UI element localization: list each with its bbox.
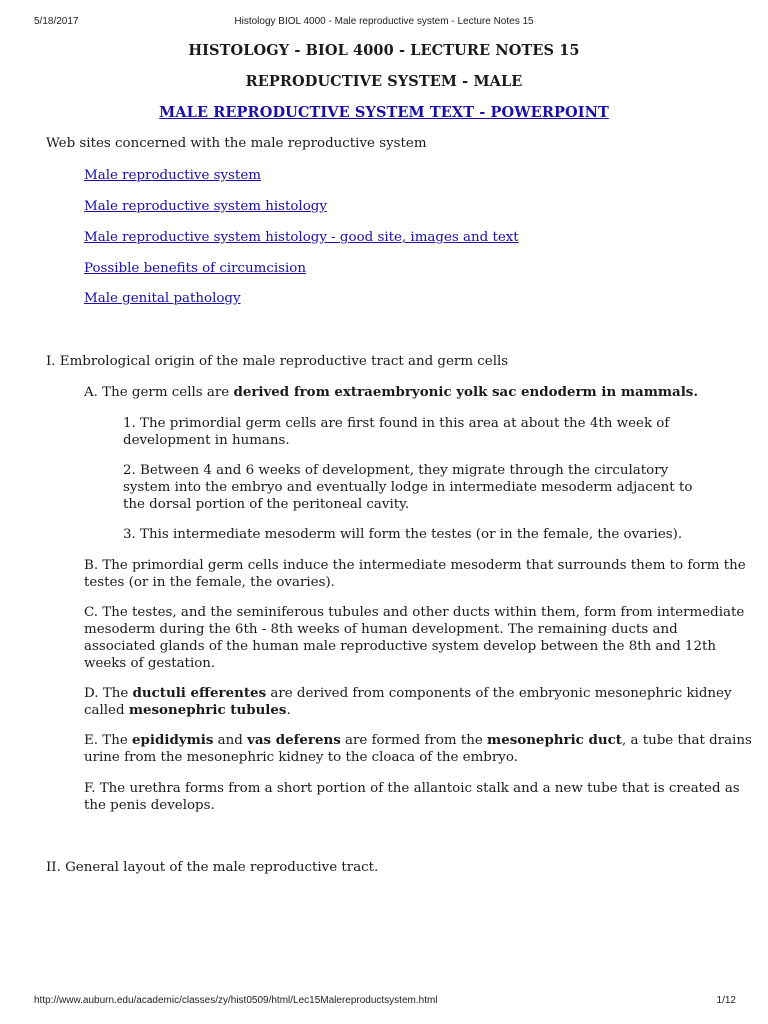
item-A2: 2. Between 4 and 6 weeks of development, they migrate through the circulatory system into the embryo and eventually lodge in intermediate mesoderm adjacent to the dorsal portion of the peritoneal cavity. (123, 463, 693, 512)
item-F: F. The urethra forms from a short portion of the allantoic stalk and a new tube that is created as the penis develops. (84, 781, 740, 813)
link-male-reproductive-histology[interactable]: Male reproductive system histology (84, 199, 327, 214)
item-A: A. The germ cells are derived from extraembryonic yolk sac endoderm in mammals. (84, 384, 698, 400)
item-A1: 1. The primordial germ cells are first found in this area at about the 4th week of development in humans. (123, 416, 670, 448)
item-A3: 3. This intermediate mesoderm will form the testes (or in the female, the ovaries). (123, 527, 683, 542)
print-header (0, 16, 768, 30)
link-male-genital-pathology[interactable]: Male genital pathology (84, 291, 241, 306)
link-circumcision-benefits[interactable]: Possible benefits of circumcision (84, 261, 306, 276)
print-url: http://www.auburn.edu/academic/classes/zy/hist0509/html/Lec15Malereproductsystem.html (34, 995, 438, 1006)
link-male-reproductive-histology-good-site[interactable]: Male reproductive system histology - good site, images and text (84, 230, 519, 245)
section-2-heading: II. General layout of the male reproductive tract. (46, 860, 379, 875)
print-footer (0, 995, 768, 1009)
section-1-heading: I. Embrological origin of the male reproductive tract and germ cells (46, 354, 509, 369)
page-title: HISTOLOGY - BIOL 4000 - LECTURE NOTES 15 (188, 42, 580, 59)
item-C: C. The testes, and the seminiferous tubules and other ducts within them, form from intermediate mesoderm during the 6th - 8th weeks of human development. The remaining ducts and associated glands of the human male reproductive system develop between the 8th and 12th weeks of gestation. (84, 605, 745, 671)
page-subtitle: REPRODUCTIVE SYSTEM - MALE (245, 73, 523, 90)
item-E: E. The epididymis and vas deferens are formed from the mesonephric duct, a tube that drains urine from the mesonephric kidney to the cloaca of the embryo. (84, 732, 752, 765)
print-date: 5/18/2017 (34, 16, 79, 27)
item-D: D. The ductuli efferentes are derived from components of the embryonic mesonephric kidney called mesonephric tubules. (84, 685, 732, 718)
print-page-number: 1/12 (716, 995, 736, 1006)
powerpoint-link[interactable]: MALE REPRODUCTIVE SYSTEM TEXT - POWERPOINT (159, 104, 609, 121)
print-title: Histology BIOL 4000 - Male reproductive system - Lecture Notes 15 (234, 16, 534, 27)
item-B: B. The primordial germ cells induce the intermediate mesoderm that surrounds them to form the testes (or in the female, the ovaries). (84, 558, 746, 590)
websites-intro: Web sites concerned with the male reproductive system (46, 136, 427, 151)
link-male-reproductive-system[interactable]: Male reproductive system (84, 168, 261, 183)
